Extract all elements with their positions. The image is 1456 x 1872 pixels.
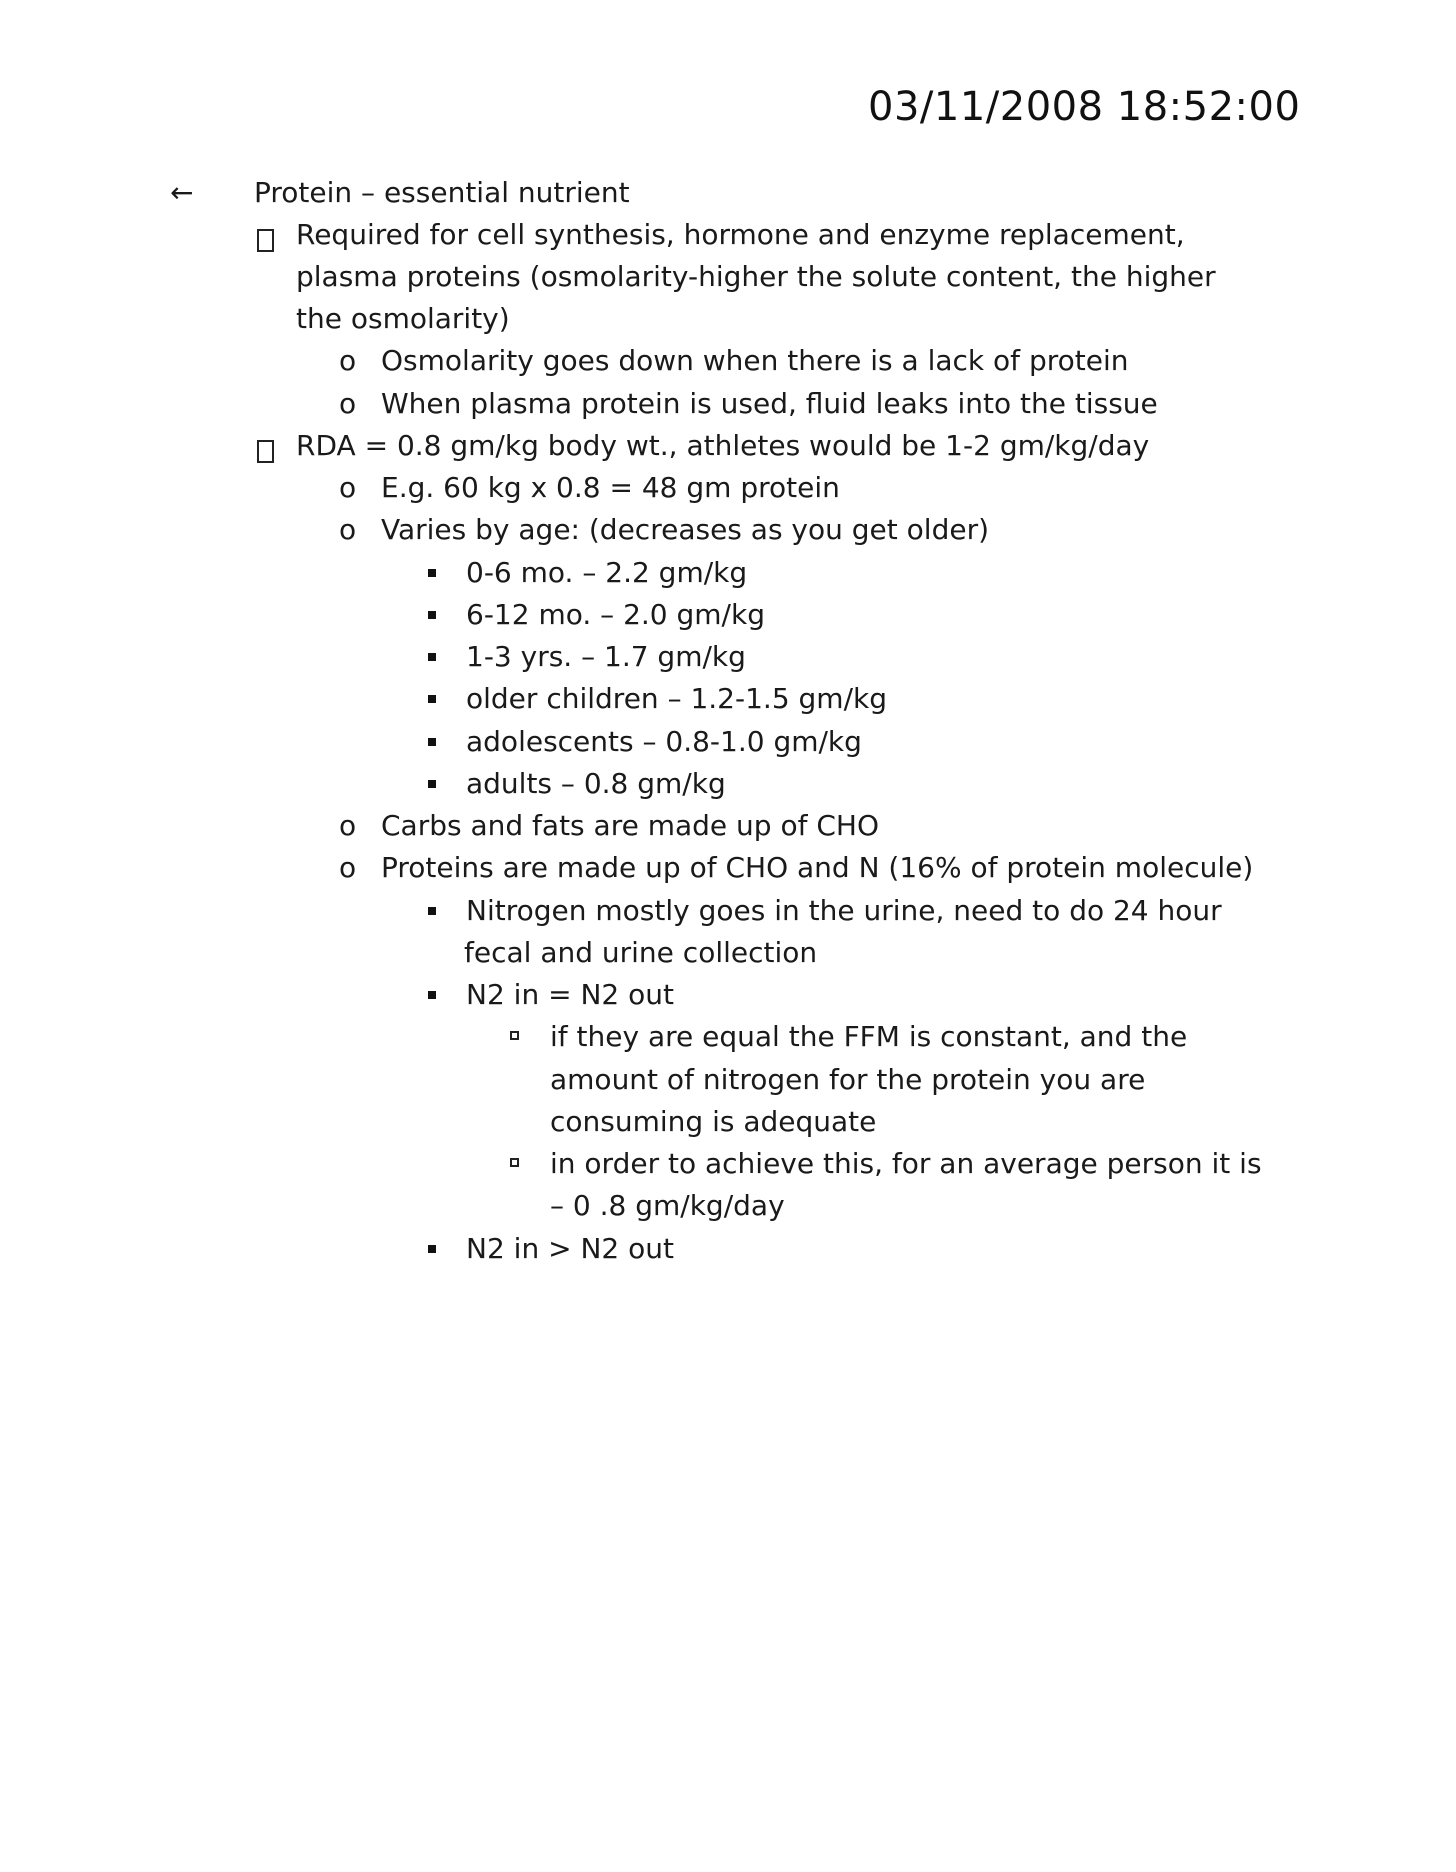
topic-heading: Protein – essential nutrient	[254, 176, 630, 209]
list-item: Osmolarity goes down when there is a lack of protein	[381, 344, 1129, 377]
list-item: older children – 1.2-1.5 gm/kg	[466, 682, 887, 715]
circle-bullet-icon: o	[339, 471, 357, 504]
list-item: N2 in = N2 out	[466, 978, 674, 1011]
list-item: Varies by age: (decreases as you get older)	[381, 513, 990, 546]
filled-square-bullet-icon	[428, 1245, 436, 1253]
list-item: adults – 0.8 gm/kg	[466, 767, 726, 800]
circle-bullet-icon: o	[339, 513, 357, 546]
circle-bullet-icon: o	[339, 387, 357, 420]
filled-square-bullet-icon	[428, 569, 436, 577]
list-item: 0-6 mo. – 2.2 gm/kg	[466, 556, 748, 589]
list-item: Carbs and fats are made up of CHO	[381, 809, 880, 842]
list-item: Nitrogen mostly goes in the urine, need to do 24 hour	[466, 894, 1222, 927]
filled-square-bullet-icon	[428, 907, 436, 915]
list-item-continued: amount of nitrogen for the protein you are	[550, 1063, 1146, 1096]
list-item: Proteins are made up of CHO and N (16% of protein molecule)	[381, 851, 1254, 884]
circle-bullet-icon: o	[339, 851, 357, 884]
list-item: E.g. 60 kg x 0.8 = 48 gm protein	[381, 471, 840, 504]
filled-square-bullet-icon	[428, 991, 436, 999]
hollow-square-bullet-icon	[510, 1158, 519, 1167]
list-item-continued: – 0 .8 gm/kg/day	[550, 1189, 785, 1222]
list-item: adolescents – 0.8-1.0 gm/kg	[466, 725, 862, 758]
arrow-bullet-icon: ←	[170, 176, 194, 209]
filled-square-bullet-icon	[428, 611, 436, 619]
note-timestamp: 03/11/2008 18:52:00	[868, 84, 1301, 130]
filled-square-bullet-icon	[428, 780, 436, 788]
filled-square-bullet-icon	[428, 695, 436, 703]
circle-bullet-icon: o	[339, 809, 357, 842]
list-item: if they are equal the FFM is constant, and the	[550, 1020, 1188, 1053]
list-item: 6-12 mo. – 2.0 gm/kg	[466, 598, 765, 631]
list-item-continued: plasma proteins (osmolarity-higher the solute content, the higher	[296, 260, 1216, 293]
list-item-continued: fecal and urine collection	[464, 936, 818, 969]
list-item: When plasma protein is used, fluid leaks into the tissue	[381, 387, 1158, 420]
list-item: N2 in > N2 out	[466, 1232, 674, 1265]
square-bullet-icon	[257, 440, 274, 463]
list-item: in order to achieve this, for an average person it is	[550, 1147, 1262, 1180]
list-item: Required for cell synthesis, hormone and enzyme replacement,	[296, 218, 1185, 251]
list-item-continued: the osmolarity)	[296, 302, 510, 335]
square-bullet-icon	[257, 229, 274, 252]
filled-square-bullet-icon	[428, 738, 436, 746]
filled-square-bullet-icon	[428, 653, 436, 661]
list-item-continued: consuming is adequate	[550, 1105, 877, 1138]
list-item: RDA = 0.8 gm/kg body wt., athletes would be 1-2 gm/kg/day	[296, 429, 1150, 462]
hollow-square-bullet-icon	[510, 1031, 519, 1040]
circle-bullet-icon: o	[339, 344, 357, 377]
list-item: 1-3 yrs. – 1.7 gm/kg	[466, 640, 746, 673]
